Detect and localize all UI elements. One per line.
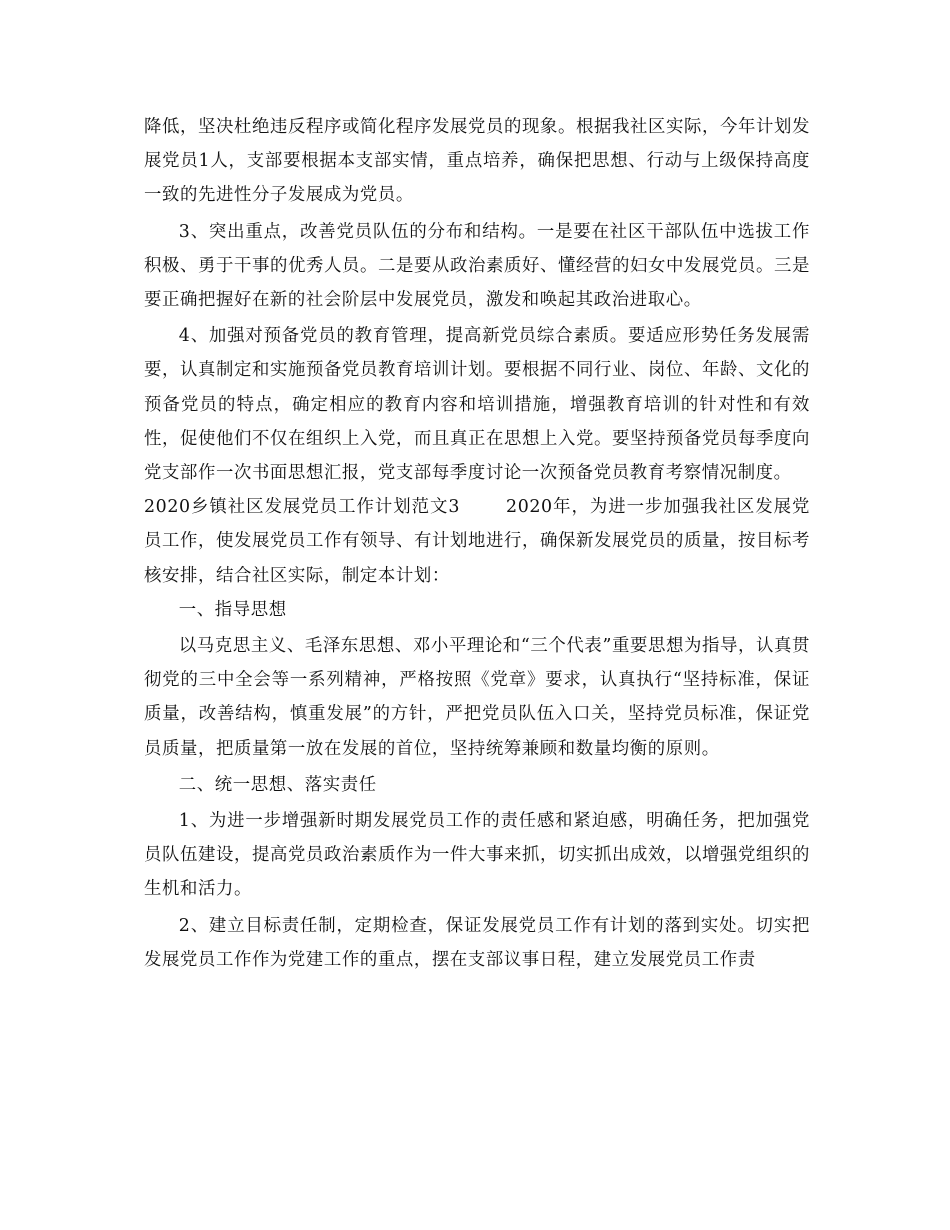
paragraph-section-title — [144, 490, 810, 593]
paragraph-continuation: 降低，坚决杜绝违反程序或简化程序发展党员的现象。根据我社区实际，今年计划发展党员1人，支部要根据本支部实情，重点培养，确保把思想、行动与上级保持高度一致的先进性分子发展成为党员。 — [144, 117, 810, 206]
heading-unify-thinking: 二、统一思想、落实责任 — [178, 774, 377, 795]
section-intro: 2020年，为进一步加强我社区发展党员工作，使发展党员工作有领导、有计划地进行，确保新发展党员的质量，按目标考核安排，结合社区实际，制定本计划： — [144, 497, 810, 586]
paragraph-responsibility-1: 1、为进一步增强新时期发展党员工作的责任感和紧迫感，明确任务，把加强党员队伍建设，提高党员政治素质作为一件大事来抓，切实抓出成效，以增强党组织的生机和活力。 — [144, 811, 810, 900]
section-title: 2020乡镇社区发展党员工作计划范文3 — [144, 497, 461, 518]
paragraph-point-3: 3、突出重点，改善党员队伍的分布和结构。一是要在社区干部队伍中选拔工作积极、勇于干事的优秀人员。二是要从政治素质好、懂经营的妇女中发展党员。三是要正确把握好在新的社会阶层中发展党员，激发和唤起其政治进取心。 — [144, 221, 810, 311]
paragraph-point-4: 4、加强对预备党员的教育管理，提高新党员综合素质。要适应形势任务发展需要，认真制定和实施预备党员教育培训计划。要根据不同行业、岗位、年龄、文化的预备党员的特点，确定相应的教育内容和培训措施，增强教育培训的针对性和有效性，促使他们不仅在组织上入党，而且真正在思想上入党。要坚持预备党员每季度向党支部作一次书面思想汇报，党支部每季度讨论一次预备党员教育考察情况制度。 — [144, 326, 810, 484]
heading-guiding-ideology: 一、指导思想 — [178, 599, 287, 620]
paragraph-responsibility-2: 2、建立目标责任制，定期检查，保证发展党员工作有计划的落到实处。切实把发展党员工作作为党建工作的重点，摆在支部议事日程，建立发展党员工作责 — [144, 915, 810, 970]
paragraph-guiding-ideology: 以马克思主义、毛泽东思想、邓小平理论和“三个代表”重要思想为指导，认真贯彻党的三中全会等一系列精神，严格按照《党章》要求，认真执行“坚持标准，保证质量，改善结构，慎重发展”的方针，严把党员队伍入口关，坚持党员标准，保证党员质量，把质量第一放在发展的首位，坚持统筹兼顾和数量均衡的原则。 — [144, 636, 810, 759]
document-page — [144, 110, 810, 977]
